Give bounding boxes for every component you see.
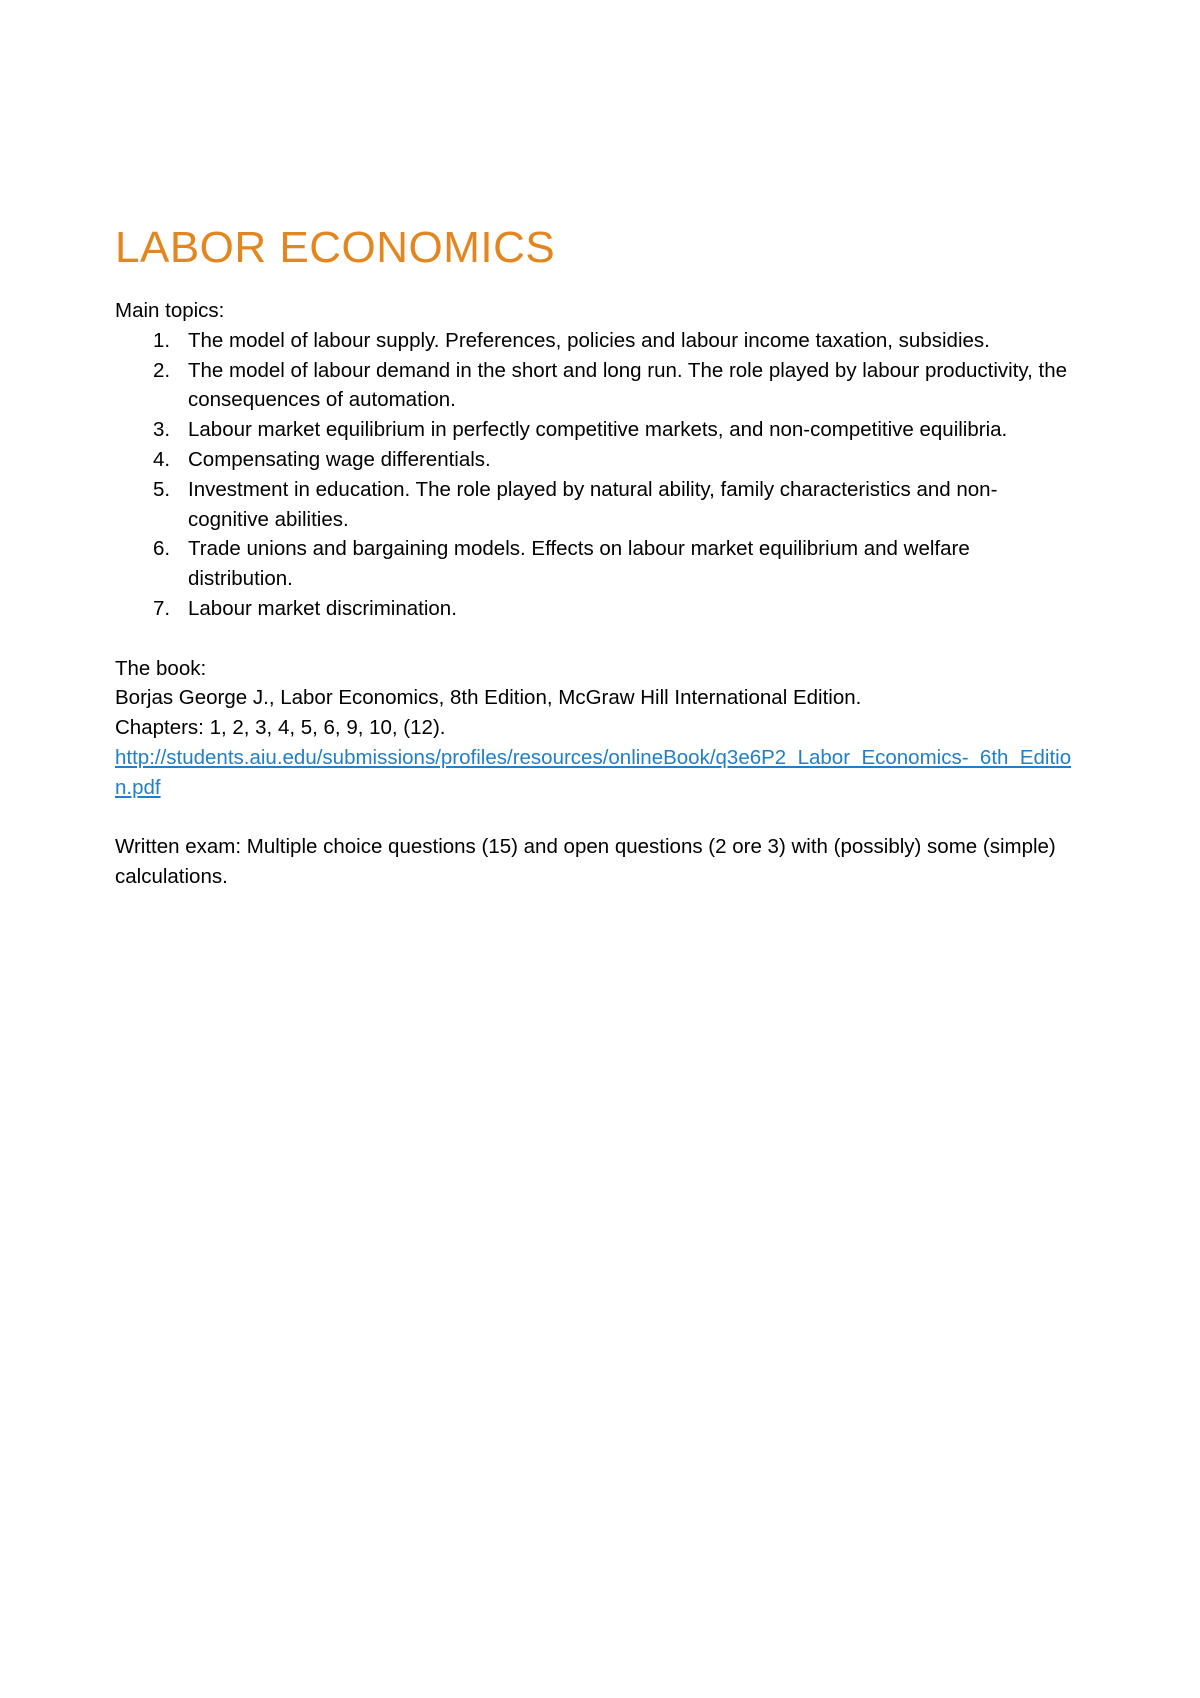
topic-text: The model of labour demand in the short and long run. The role played by labour productivity, the consequences of automation. bbox=[188, 358, 1067, 412]
main-topics-label: Main topics: bbox=[115, 299, 225, 322]
chapters-line: Chapters: 1, 2, 3, 4, 5, 6, 9, 10, (12). bbox=[115, 716, 446, 740]
topics-list bbox=[115, 326, 1075, 624]
topic-text: The model of labour supply. Preferences, policies and labour income taxation, subsidies. bbox=[188, 328, 990, 352]
topic-number: 2. bbox=[153, 358, 171, 382]
topic-number: 7. bbox=[153, 596, 171, 620]
topic-text: Labour market equilibrium in perfectly competitive markets, and non-competitive equilibria. bbox=[188, 418, 1008, 442]
document-content bbox=[115, 222, 1075, 892]
topic-item bbox=[115, 356, 1075, 416]
topic-number: 3. bbox=[153, 418, 171, 442]
topic-number: 1. bbox=[153, 328, 171, 352]
topic-item bbox=[115, 415, 1075, 445]
exam-description: Written exam: Multiple choice questions (15) and open questions (2 ore 3) with (possibly) some (simple) calculations. bbox=[115, 835, 1056, 889]
topic-number: 6. bbox=[153, 537, 171, 561]
spacer bbox=[115, 624, 1075, 654]
book-label: The book: bbox=[115, 656, 207, 680]
topic-item bbox=[115, 326, 1075, 356]
topic-text: Labour market discrimination. bbox=[188, 596, 457, 620]
book-link[interactable]: http://students.aiu.edu/submissions/profiles/resources/onlineBook/q3e6P2_Labor_Economics-_6th_Edition.pdf bbox=[115, 745, 1072, 799]
topic-number: 4. bbox=[153, 447, 171, 471]
spacer bbox=[115, 803, 1075, 833]
topic-item bbox=[115, 594, 1075, 624]
topic-item bbox=[115, 534, 1075, 594]
topic-text: Compensating wage differentials. bbox=[188, 447, 491, 471]
document-title: LABOR ECONOMICS bbox=[115, 223, 556, 272]
topic-text: Trade unions and bargaining models. Effects on labour market equilibrium and welfare distribution. bbox=[188, 537, 970, 591]
book-reference: Borjas George J., Labor Economics, 8th Edition, McGraw Hill International Edition. bbox=[115, 686, 862, 710]
topic-item bbox=[115, 445, 1075, 475]
document-body bbox=[115, 296, 1075, 892]
topic-item bbox=[115, 475, 1075, 535]
topic-number: 5. bbox=[153, 477, 171, 501]
topic-text: Investment in education. The role played by natural ability, family characteristics and non-cognitive abilities. bbox=[188, 477, 998, 531]
